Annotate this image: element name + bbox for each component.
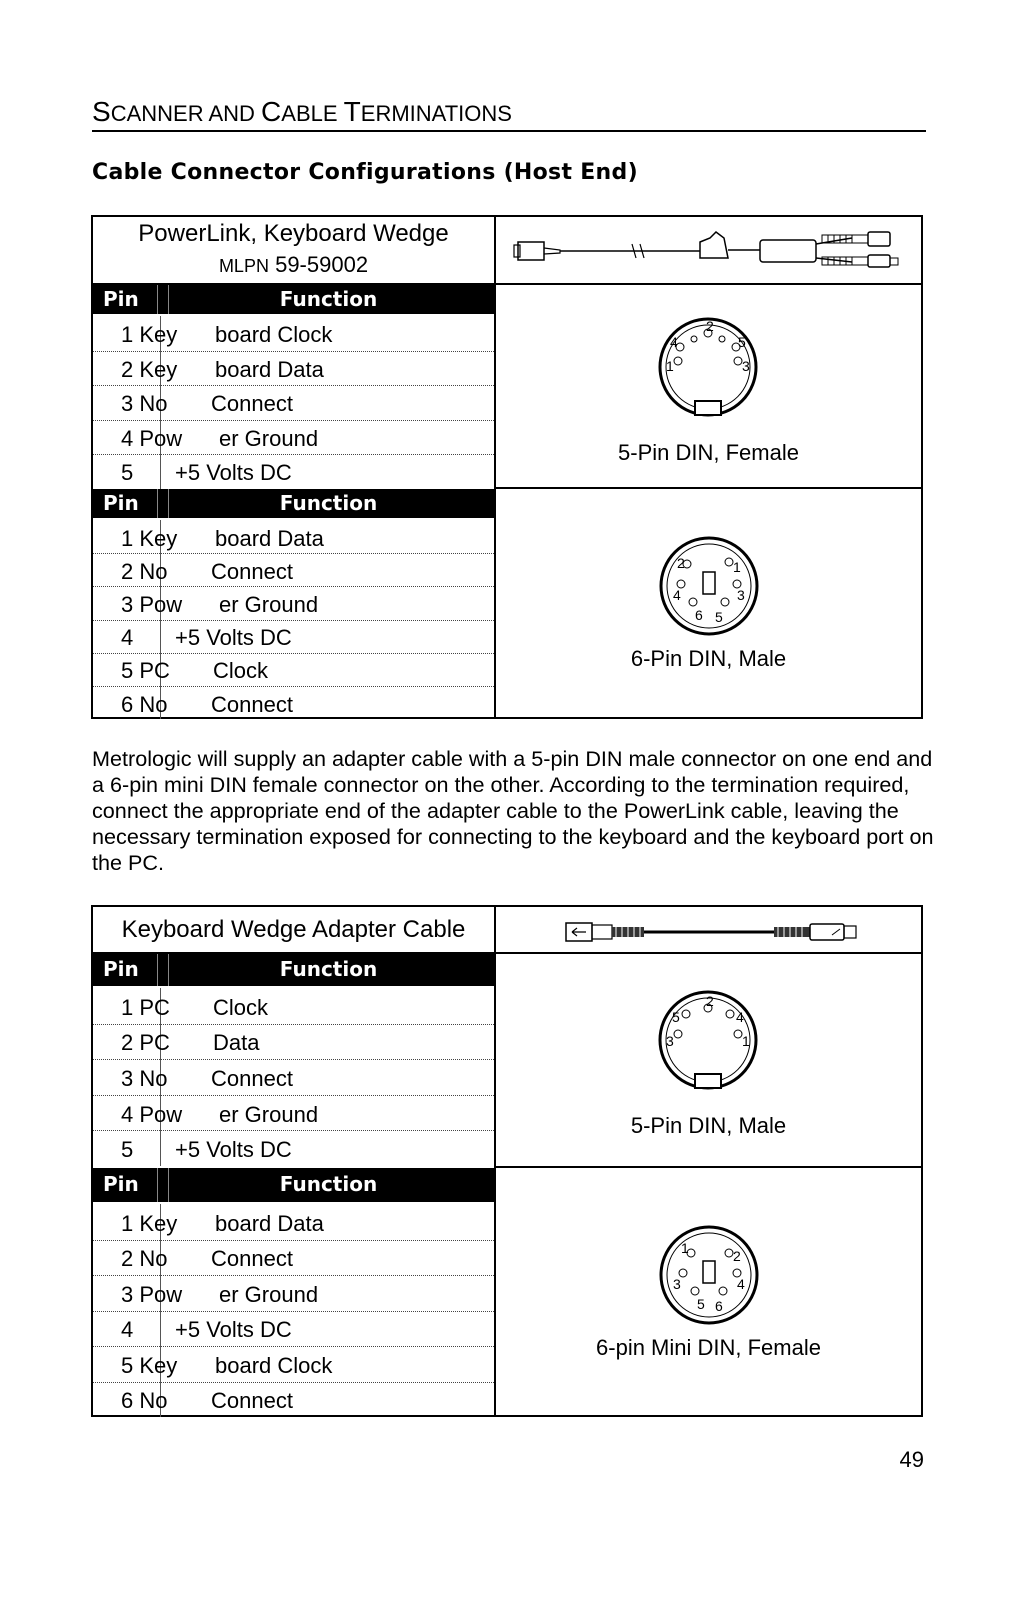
- pin-row: [93, 420, 494, 455]
- svg-text:6: 6: [715, 1298, 723, 1314]
- table2-header-b: [93, 1168, 494, 1202]
- table2-caption-b: 6-pin Mini DIN, Female: [596, 1335, 821, 1360]
- pin-function: board Data: [215, 1210, 324, 1236]
- din6-male-connector-icon: [657, 534, 761, 638]
- pin-function: Connect: [211, 1065, 293, 1091]
- svg-text:4: 4: [670, 334, 678, 350]
- pin-function: +5 Volts DC: [175, 1137, 292, 1163]
- pin-number: 4: [121, 625, 134, 651]
- pin-row: [93, 1095, 494, 1131]
- svg-text:2: 2: [677, 555, 685, 571]
- table1-caption-a: 5-Pin DIN, Female: [618, 440, 799, 465]
- pin-function: Data: [213, 1030, 260, 1056]
- table2-image-divider: [494, 1166, 923, 1168]
- section-title-initial-3: T: [343, 96, 361, 127]
- section-rule: [92, 130, 926, 132]
- pin-function: board Data: [215, 356, 324, 382]
- pin-number: 2 No: [121, 558, 168, 584]
- svg-text:1: 1: [742, 1033, 750, 1049]
- pin-function: +5 Volts DC: [175, 1317, 292, 1343]
- pin-number: 4: [121, 1317, 134, 1343]
- svg-text:5: 5: [715, 609, 723, 625]
- pin-function: +5 Volts DC: [175, 460, 292, 486]
- table1-header-a: [93, 285, 494, 314]
- powerlink-cable-icon: [512, 228, 904, 272]
- din5-female-connector-icon: [650, 317, 768, 419]
- pin-function: +5 Volts DC: [175, 625, 292, 651]
- table1-image-divider: [494, 487, 923, 489]
- pin-number: 5: [121, 460, 134, 486]
- pin-row: [93, 351, 494, 386]
- table2-header-a: [93, 954, 494, 986]
- pin-row: [93, 385, 494, 420]
- svg-text:3: 3: [737, 587, 745, 603]
- table1-title: PowerLink, Keyboard Wedge: [138, 220, 449, 247]
- mlpn-value: 59-59002: [275, 252, 369, 277]
- pin-row: [93, 553, 494, 586]
- pin-row: [93, 1311, 494, 1347]
- pin-number: 2 Key: [121, 356, 178, 382]
- mlpn-label: MLPN: [218, 256, 269, 276]
- header-function: Function: [279, 1172, 378, 1196]
- section-title-initial-1: S: [92, 96, 111, 127]
- svg-text:3: 3: [666, 1033, 674, 1049]
- pin-number: 1 Key: [121, 1210, 178, 1236]
- pin-function: Connect: [211, 558, 293, 584]
- header-pin: Pin: [103, 491, 139, 515]
- pin-row: [93, 1275, 494, 1311]
- pin-row: [93, 686, 494, 719]
- pin-function: board Clock: [215, 322, 333, 348]
- page-number: 49: [899, 1447, 924, 1472]
- pin-function: Connect: [211, 691, 293, 717]
- section-title-word-3: ERMINATIONS: [360, 101, 512, 126]
- pin-row: [93, 988, 494, 1024]
- pin-function: Connect: [211, 391, 293, 417]
- header-pin: Pin: [103, 957, 139, 981]
- svg-text:4: 4: [673, 587, 681, 603]
- pin-row: [93, 1130, 494, 1166]
- pin-function: board Data: [215, 525, 324, 551]
- table1-caption-b: 6-Pin DIN, Male: [630, 646, 787, 671]
- pin-number: 3 No: [121, 1065, 168, 1091]
- svg-text:1: 1: [666, 358, 674, 374]
- header-pin: Pin: [103, 1172, 139, 1196]
- pin-number: 4 Pow: [121, 425, 183, 451]
- pin-number: 3 Pow: [121, 1281, 183, 1307]
- table1-mlpn: [93, 252, 494, 278]
- subtitle: Cable Connector Configurations (Host End): [92, 160, 638, 185]
- pin-row: [93, 316, 494, 351]
- svg-text:4: 4: [736, 1009, 744, 1025]
- pin-number: 3 Pow: [121, 591, 183, 617]
- pin-number: 2 No: [121, 1246, 168, 1272]
- pin-row: [93, 520, 494, 553]
- pin-row: [93, 1240, 494, 1276]
- svg-text:5: 5: [672, 1009, 680, 1025]
- table2-title: Keyboard Wedge Adapter Cable: [121, 916, 466, 943]
- pin-row: [93, 586, 494, 619]
- body-paragraph: Metrologic will supply an adapter cable with a 5-pin DIN male connector on one end and a 6-pin mini DIN female connector on the other. According to the termination required, connect the appropriate end of the adapter cable to the PowerLink cable, leaving the necessary termination exposed for connecting to the keyboard and the keyboard port on the PC.: [92, 746, 934, 875]
- pin-function: board Clock: [215, 1352, 333, 1378]
- pin-row: [93, 1024, 494, 1060]
- pin-row: [93, 1382, 494, 1418]
- table1-header-b: [93, 489, 494, 518]
- pin-function: Clock: [213, 658, 269, 684]
- svg-text:1: 1: [733, 559, 741, 575]
- pin-function: Connect: [211, 1388, 293, 1414]
- pin-row: [93, 1059, 494, 1095]
- svg-text:1: 1: [681, 1240, 689, 1256]
- pin-number: 5 Key: [121, 1352, 178, 1378]
- pin-number: 1 PC: [121, 994, 170, 1020]
- section-title-word-1: CANNER AND: [110, 101, 262, 126]
- pin-number: 1 Key: [121, 322, 178, 348]
- din5-male-connector-icon: [650, 990, 768, 1092]
- pin-function: er Ground: [219, 425, 319, 451]
- section-title-initial-2: C: [261, 96, 282, 127]
- mini-din6-female-connector-icon: [657, 1223, 761, 1327]
- pin-row: [93, 620, 494, 653]
- svg-text:2: 2: [706, 318, 714, 334]
- header-pin: Pin: [103, 287, 139, 311]
- pin-number: 5: [121, 1137, 134, 1163]
- svg-text:6: 6: [695, 607, 703, 623]
- svg-text:2: 2: [733, 1248, 741, 1264]
- header-function: Function: [279, 287, 378, 311]
- pin-number: 5 PC: [121, 658, 170, 684]
- pin-number: 3 No: [121, 391, 168, 417]
- header-function: Function: [279, 957, 378, 981]
- pin-number: 2 PC: [121, 1030, 170, 1056]
- pin-number: 6 No: [121, 1388, 168, 1414]
- pin-function: er Ground: [219, 1101, 319, 1127]
- section-title: [92, 96, 512, 128]
- section-title-word-2: ABLE: [281, 101, 344, 126]
- svg-text:5: 5: [738, 334, 746, 350]
- pin-number: 1 Key: [121, 525, 178, 551]
- pin-function: Clock: [213, 994, 269, 1020]
- adapter-cable-icon: [562, 918, 862, 948]
- pin-row: [93, 653, 494, 686]
- pin-number: 6 No: [121, 691, 168, 717]
- svg-text:3: 3: [742, 358, 750, 374]
- svg-text:5: 5: [697, 1296, 705, 1312]
- header-function: Function: [279, 491, 378, 515]
- pin-row: [93, 454, 494, 489]
- svg-text:2: 2: [706, 993, 714, 1009]
- pin-row: [93, 1346, 494, 1382]
- pin-function: er Ground: [219, 1281, 319, 1307]
- pin-function: Connect: [211, 1246, 293, 1272]
- pin-row: [93, 1204, 494, 1240]
- svg-text:4: 4: [737, 1276, 745, 1292]
- svg-text:3: 3: [673, 1276, 681, 1292]
- table2-caption-a: 5-Pin DIN, Male: [630, 1113, 787, 1138]
- pin-number: 4 Pow: [121, 1101, 183, 1127]
- pin-function: er Ground: [219, 591, 319, 617]
